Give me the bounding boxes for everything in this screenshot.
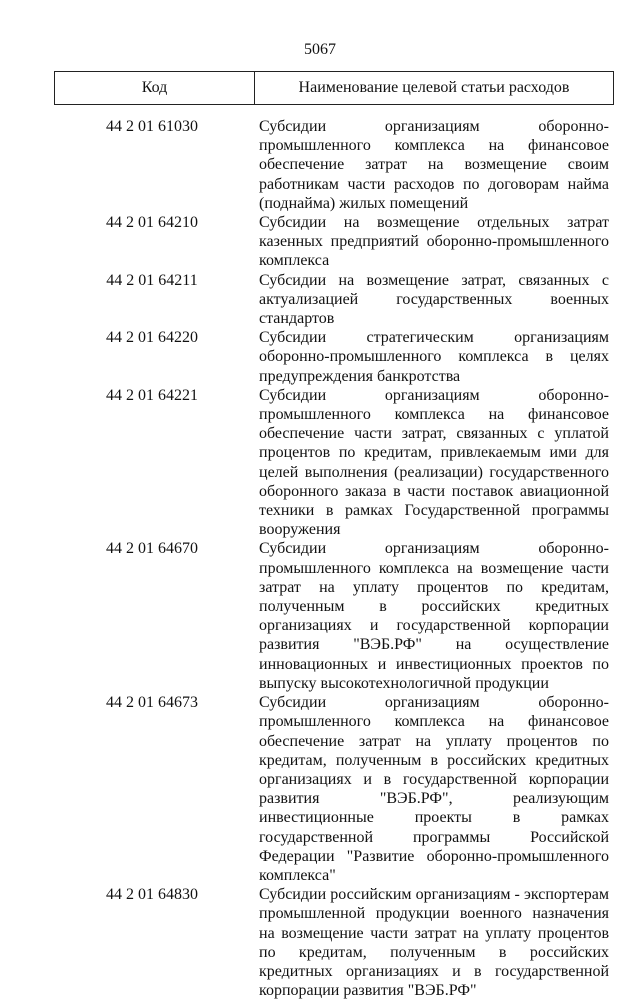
header-name-column: Наименование целевой статьи расходов	[298, 79, 570, 96]
row-description: Субсидии организациям оборонно-промышленного комплекса на финансовое обеспечение затрат на уплату процентов по кредитам, полученным в российских кредитных организациях и в государственной корпорации развития "ВЭБ.РФ", реализующим инвестиционные проекты в рамках государственной программы Российской Федерации "Развитие оборонно-промышленного комплекса"	[259, 694, 609, 884]
row-code: 44 2 01 64673	[106, 694, 198, 712]
row-code: 44 2 01 61030	[106, 118, 198, 135]
row-description: Субсидии организациям оборонно-промышленного комплекса на возмещение части затрат на уплату процентов по кредитам, полученным в российских кредитных организациях и государственной корпорации развития "ВЭБ.РФ" на осуществление инновационных и инвестиционных проектов по выпуску высокотехнологичной продукции	[259, 540, 609, 692]
row-description: Субсидии российским организациям - экспортерам промышленной продукции военного назначения на возмещение части затрат на уплату процентов по кредитам, полученным в российских кредитных организациях и в государственной корпорации развития "ВЭБ.РФ"	[259, 886, 609, 1000]
table-row	[54, 328, 614, 386]
row-description: Субсидии стратегическим организациям оборонно-промышленного комплекса в целях предупреждения банкротства	[259, 329, 609, 385]
row-description: Субсидии на возмещение отдельных затрат казенных предприятий оборонно-промышленного комплекса	[259, 214, 609, 270]
table-header	[54, 71, 614, 105]
row-code: 44 2 01 64830	[106, 886, 198, 904]
table-row	[54, 117, 614, 213]
table-row	[54, 213, 614, 271]
table-row	[54, 693, 614, 885]
row-code: 44 2 01 64210	[106, 214, 198, 232]
table-row	[54, 271, 614, 329]
table-row	[54, 386, 614, 540]
row-description: Субсидии на возмещение затрат, связанных с актуализацией государственных военных стандартов	[259, 271, 609, 328]
table-row	[54, 885, 614, 1000]
row-code: 44 2 01 64220	[106, 329, 198, 347]
row-code: 44 2 01 64670	[106, 540, 198, 558]
row-code: 44 2 01 64221	[106, 386, 198, 404]
table-body	[54, 117, 614, 1000]
table-row	[54, 539, 614, 693]
page-number: 5067	[304, 41, 336, 58]
header-code-column: Код	[55, 72, 255, 104]
row-code: 44 2 01 64211	[106, 271, 198, 289]
row-description: Субсидии организациям оборонно-промышленного комплекса на финансовое обеспечение части затрат, связанных с уплатой процентов по кредитам, привлекаемым ими для целей выполнения (реализации) государственного оборонного заказа в части поставок авиационной техники в рамках Государственной программы вооружения	[259, 386, 609, 539]
row-description: Субсидии организациям оборонно-промышленного комплекса на финансовое обеспечение затрат на возмещение своим работникам части расходов по договорам найма (поднайма) жилых помещений	[259, 118, 609, 212]
